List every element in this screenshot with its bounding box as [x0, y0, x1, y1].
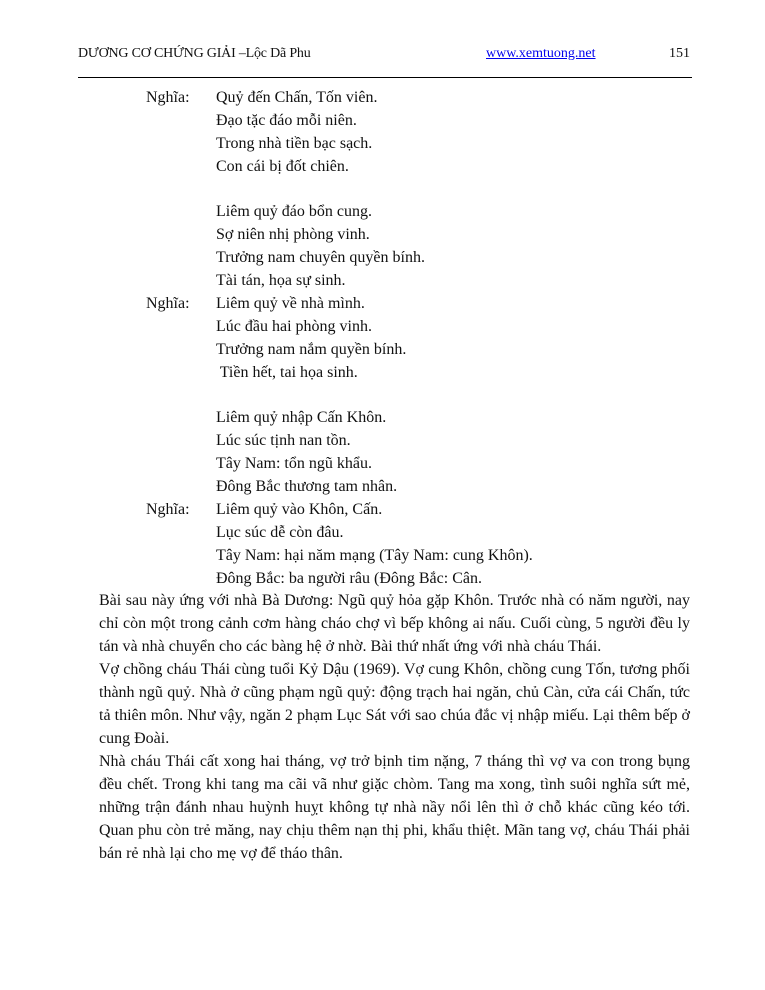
verse-text: Trưởng nam nắm quyền bính.	[216, 340, 407, 358]
header-divider	[78, 77, 692, 78]
page-number: 151	[669, 46, 690, 61]
verse-text: Tiền hết, tai họa sinh.	[216, 363, 358, 381]
verse-label: Nghĩa:	[146, 89, 190, 106]
verse-text: Con cái bị đốt chiên.	[216, 157, 349, 175]
verse-text: Lúc súc tịnh nan tồn.	[216, 432, 351, 450]
verse-label: Nghĩa:	[146, 501, 190, 519]
verse-text: Liêm quỷ vào Khôn, Cấn.	[216, 501, 383, 519]
paragraph: Nhà cháu Thái cất xong hai tháng, vợ trở bịnh tim nặng, 7 tháng thì vợ va con trong bụng đều chết. Trong khi tang ma cãi vã như giặc chòm. Tang ma xong, tình suôi nghĩa sứt mẻ, những trận đánh nhau huỳnh huỵt không tự nhà nầy nổi lên thì ở chỗ khác cũng kéo tới. Quan phu còn trẻ măng, nay chịu thêm nạn thị phi, khẩu thiệt. Mãn tang vợ, cháu Thái phải bán rẻ nhà lại cho mẹ vợ để tháo thân.	[99, 753, 690, 862]
page-header	[78, 46, 690, 66]
prose-block	[99, 589, 690, 865]
book-title: DƯƠNG CƠ CHỨNG GIẢI –Lộc Dã Phu	[78, 46, 311, 61]
verse-text: Đạo tặc đáo mỗi niên.	[216, 111, 357, 129]
verse-text: Sợ niên nhị phòng vinh.	[216, 226, 370, 244]
verse-label: Nghĩa:	[146, 295, 190, 313]
verse-text: Quỷ đến Chấn, Tốn viên.	[216, 89, 378, 106]
paragraph: Vợ chồng cháu Thái cùng tuổi Kỷ Dậu (1969). Vợ cung Khôn, chồng cung Tốn, tương phối thành ngũ quỷ. Nhà ở cũng phạm ngũ quỷ: động trạch hai ngăn, chủ Càn, cửa cái Chấn, tức tả thiên môn. Như vậy, ngăn 2 phạm Lục Sát với sao chúa đắc vị nhập miếu. Lại thêm bếp ở cung Đoài.	[99, 661, 690, 747]
verse-text: Đông Bắc thương tam nhân.	[216, 478, 398, 496]
verse-text: Đông Bắc: ba người râu (Đông Bắc: Cân.	[216, 569, 482, 587]
verse-text: Tài tán, họa sự sinh.	[216, 272, 346, 290]
verse-text: Liêm quỷ đáo bổn cung.	[216, 203, 372, 221]
verse-text: Liêm quỷ về nhà mình.	[216, 295, 365, 313]
verse-text: Trưởng nam chuyên quyền bính.	[216, 249, 425, 267]
verse-text: Tây Nam: tổn ngũ khẩu.	[216, 455, 372, 473]
verse-text: Tây Nam: hại năm mạng (Tây Nam: cung Khôn).	[216, 546, 533, 564]
website-link[interactable]: www.xemtuong.net	[486, 46, 596, 61]
verse-text: Trong nhà tiền bạc sạch.	[216, 134, 373, 152]
paragraph: Bài sau này ứng với nhà Bà Dương: Ngũ quỷ hỏa gặp Khôn. Trước nhà có năm người, nay chỉ còn một trong cảnh cơm hàng cháo chợ vì bếp không ai nấu. Cuối cùng, 5 người đều ly tán và nhà chuyển cho các bàng hệ ở nhờ. Bài thứ nhất ứng với nhà cháu Thái.	[99, 592, 690, 655]
verse-text: Lục súc dễ còn đâu.	[216, 523, 344, 541]
verse-text: Lúc đầu hai phòng vinh.	[216, 317, 372, 335]
verse-text: Liêm quỷ nhập Cấn Khôn.	[216, 409, 387, 427]
